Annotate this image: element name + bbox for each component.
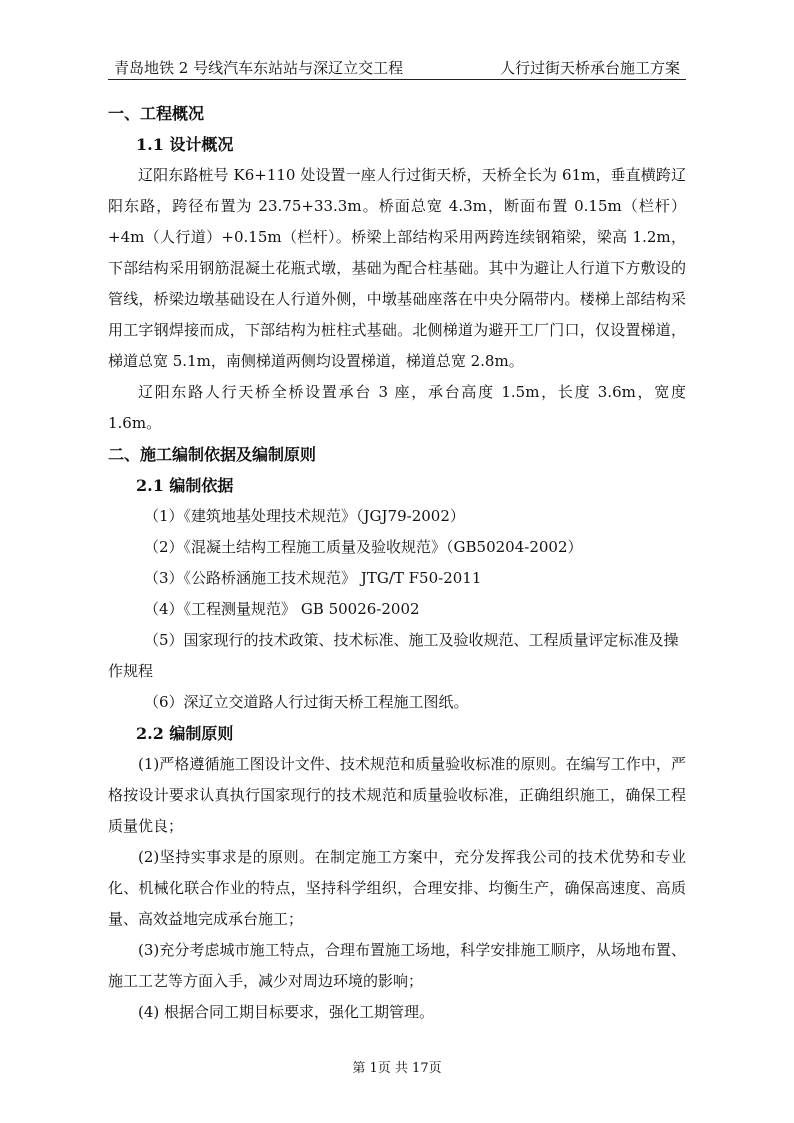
pile-cap-paragraph: 辽阳东路人行天桥全桥设置承台 3 座，承台高度 1.5m，长度 3.6m，宽度 1.6m。 [108,383,686,432]
design-overview-paragraph: 辽阳东路桩号 K6+110 处设置一座人行过街天桥，天桥全长为 61m，垂直横跨辽阳东路，跨径布置为 23.75+33.3m。桥面总宽 4.3m，断面布置 0.15m（栏杆）+4m（人行道）+0.15m（栏杆）。桥梁上部结构采用两跨连续钢箱梁，梁高 1.2m，下部结构采用钢筋混凝土花瓶式墩，基础为配合柱基础。其中为避让人行道下方敷设的管线，桥梁边墩基础设在人行道外侧，中墩基础座落在中央分隔带内。楼梯上部结构采用工字钢焊接而成，下部结构为桩柱式基础。北侧梯道为避开工厂门口，仅设置梯道，梯道总宽 5.1m，南侧梯道两侧均设置梯道，梯道总宽 2.8m。 [108,166,686,370]
principle-item: (1)严格遵循施工图设计文件、技术规范和质量验收标准的原则。在编写工作中，严格按设计要求认真执行国家现行的技术规范和质量验收标准，正确组织施工，确保工程质量优良； [108,755,686,835]
page-footer: 第 1页 共 17页 [352,1061,442,1076]
section-2-heading: 二、施工编制依据及编制原则 [108,445,317,464]
section-1-1-heading: 1.1 设计概况 [136,135,234,154]
header-document-title: 人行过街天桥承台施工方案 [499,59,680,77]
document-body [108,98,686,1028]
basis-item: （2）《混凝土结构工程施工质量及验收规范》（GB50204-2002） [144,538,583,556]
basis-item: （3）《公路桥涵施工技术规范》 JTG/T F50-2011 [144,569,482,587]
section-1-heading: 一、工程概况 [108,104,205,123]
basis-item: （6）深辽立交道路人行过街天桥工程施工图纸。 [144,693,469,711]
principle-item: (2)坚持实事求是的原则。在制定施工方案中，充分发挥我公司的技术优势和专业化、机械化联合作业的特点，坚持科学组织，合理安排、均衡生产，确保高速度、高质量、高效益地完成承台施工； [108,848,686,928]
header-project-name: 青岛地铁 2 号线汽车东站站与深辽立交工程 [114,59,404,77]
basis-item: （5）国家现行的技术政策、技术标准、施工及验收规范、工程质量评定标准及操作规程 [108,631,679,680]
section-2-2-heading: 2.2 编制原则 [136,724,234,743]
section-2-1-heading: 2.1 编制依据 [136,476,234,495]
principle-item: (3)充分考虑城市施工特点，合理布置施工场地，科学安排施工顺序，从场地布置、施工工艺等方面入手，减少对周边环境的影响； [108,941,686,990]
page-header [108,57,686,80]
basis-item: （1）《建筑地基处理技术规范》（JGJ79-2002） [144,507,465,525]
basis-item: （4）《工程测量规范》 GB 50026-2002 [144,600,420,618]
principle-item: (4) 根据合同工期目标要求，强化工期管理。 [138,1003,435,1021]
